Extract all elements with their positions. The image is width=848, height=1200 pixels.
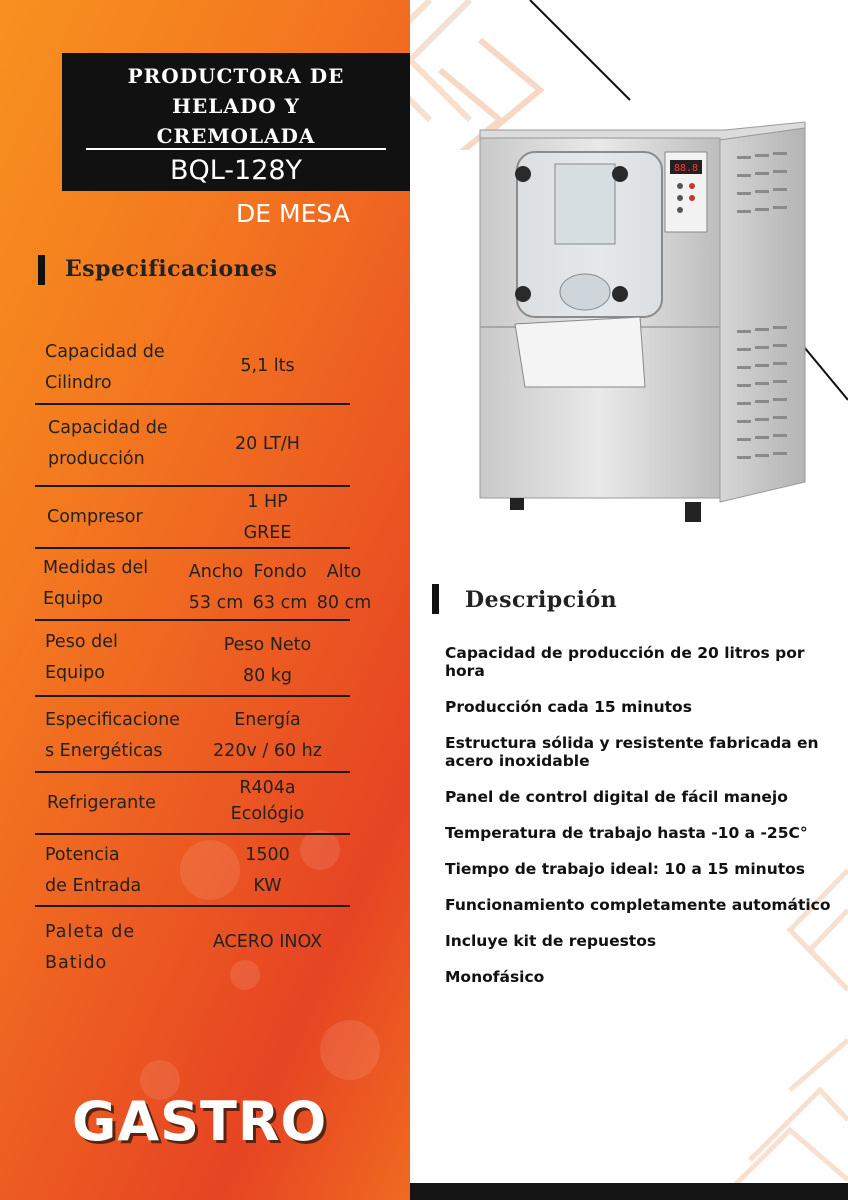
section-marker [38,255,45,285]
spec-value: Energía 220v / 60 hz [213,710,322,761]
title-divider [86,148,386,150]
product-subtitle: DE MESA [236,199,350,228]
spec-value: Peso Neto 80 kg [223,635,312,686]
spec-row [35,487,350,549]
dimension-label: Alto [326,562,362,582]
spec-label: Especificacione s Energéticas [45,710,180,761]
spec-row [35,621,350,697]
product-title-line: PRODUCTORA DE [127,64,345,88]
description-heading: Descripción [465,587,618,613]
description-item: Funcionamiento completamente automático [445,896,831,914]
spec-value: 1 HP GREE [243,492,292,543]
spec-label: Capacidad de producción [48,418,168,469]
spec-value: 20 LT/H [235,434,300,454]
dimension-width [185,557,247,619]
footer-bar [410,1183,848,1200]
machine-display: 88.8 [673,163,699,174]
spec-value: R404a Ecológio [230,778,305,824]
product-title-line: HELADO Y [172,94,300,118]
spec-label: Paleta de Batido [45,922,136,973]
spec-label: Peso del Equipo [45,632,118,683]
ice-cream-machine-image [455,112,815,532]
description-list [445,644,835,1004]
dimension-value: 53 cm [188,593,244,613]
spec-row [35,335,350,405]
spec-label: Refrigerante [47,793,156,813]
spec-row [35,773,350,835]
spec-label: Capacidad de Cilindro [45,342,165,393]
description-item: Incluye kit de repuestos [445,932,657,950]
spec-row [35,405,350,487]
description-item: Monofásico [445,968,545,986]
product-title-line: CREMOLADA [156,124,316,148]
product-title [62,61,410,151]
dimension-label: Ancho [188,562,244,582]
description-item: Capacidad de producción de 20 litros por hora [445,644,805,680]
decorative-dot [320,1020,380,1080]
spec-row [35,697,350,773]
dimension-value: 80 cm [316,593,372,613]
spec-value: 5,1 lts [240,356,295,376]
spec-label: Potencia de Entrada [45,845,142,896]
description-item: Tiempo de trabajo ideal: 10 a 15 minutos [445,860,806,878]
model-number: BQL-128Y [169,155,303,186]
dimension-height [313,557,375,619]
spec-label: Medidas del Equipo [43,558,149,609]
specs-heading: Especificaciones [65,256,278,282]
spec-value: ACERO INOX [212,932,323,952]
title-box [62,53,410,191]
left-panel [0,0,410,1200]
spec-label: Compresor [47,507,143,527]
brand-logo: GASTRO [72,1090,328,1153]
spec-row [35,907,350,977]
description-item: Producción cada 15 minutos [445,698,692,716]
section-marker [432,584,439,614]
dimension-value: 63 cm [252,593,308,613]
description-item: Estructura sólida y resistente fabricada en acero inoxidable [445,734,819,770]
dimension-depth [249,557,311,619]
description-item: Temperatura de trabajo hasta -10 a -25C° [445,824,808,842]
dimension-label: Fondo [253,562,307,582]
description-item: Panel de control digital de fácil manejo [445,788,788,806]
spec-row [35,549,372,621]
spec-row [35,835,350,907]
spec-value: 1500 KW [245,845,290,896]
